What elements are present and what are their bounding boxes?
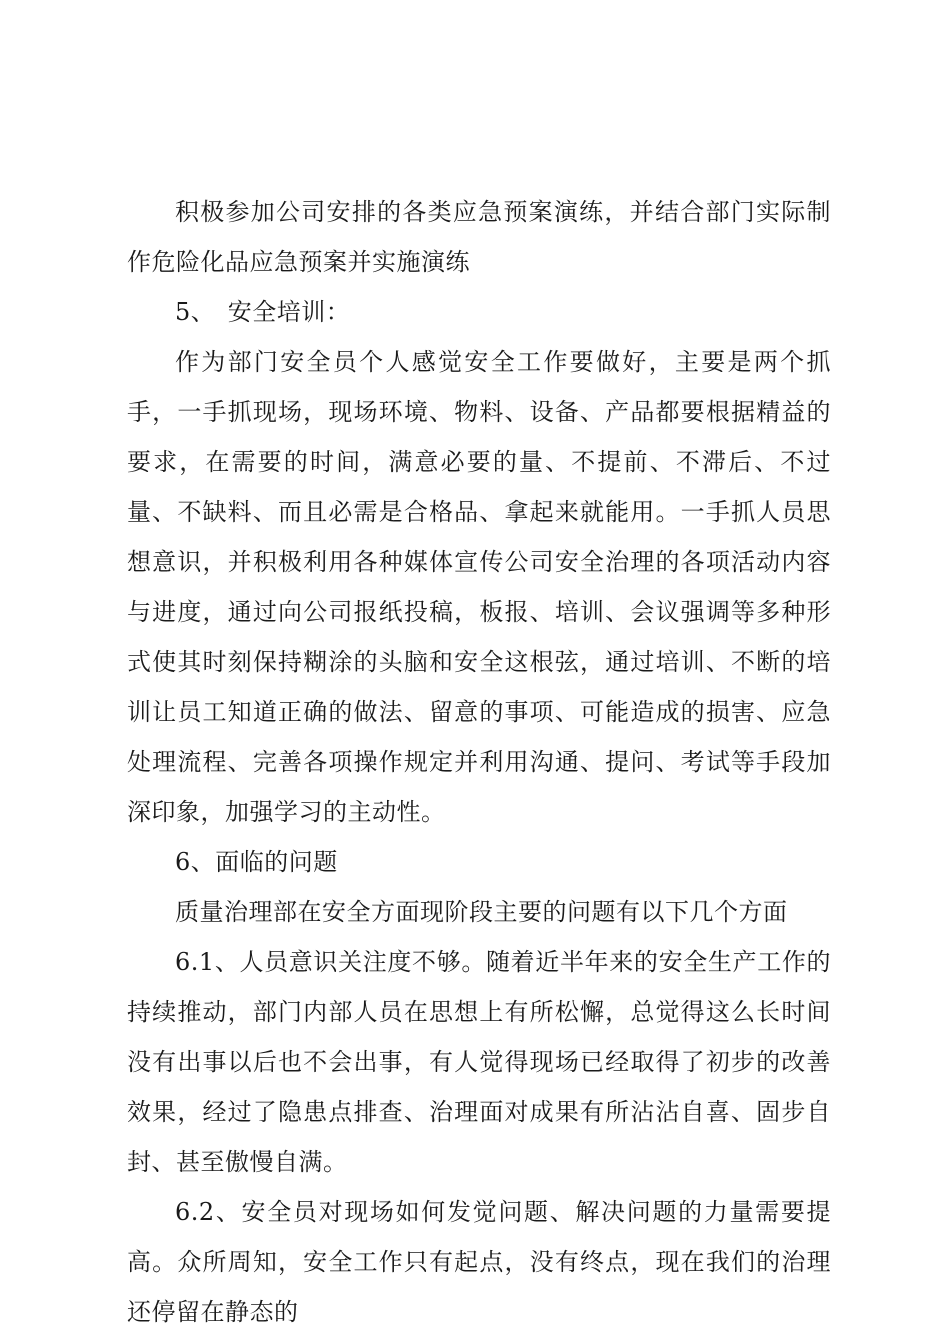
heading-safety-training: 5、 安全培训： [175, 298, 351, 326]
para-emergency-drill: 积极参加公司安排的各类应急预案演练，并结合部门实际制作危险化品应急预案并实施演练 [127, 198, 831, 276]
para-problems-intro: 质量治理部在安全方面现阶段主要的问题有以下几个方面 [175, 898, 788, 926]
heading-problems: 6、面临的问题 [175, 848, 338, 876]
para-problem-6-1: 6.1、人员意识关注度不够。随着近半年来的安全生产工作的持续推动，部门内部人员在思想上有所松懈，总觉得这么长时间没有出事以后也不会出事，有人觉得现场已经取得了初步的改善效果，经过了隐患点排查、治理面对成果有所沾沾自喜、固步自封、甚至傲慢自满。 [127, 948, 831, 1176]
document-body [127, 187, 831, 1337]
para-safety-officer: 作为部门安全员个人感觉安全工作要做好，主要是两个抓手，一手抓现场，现场环境、物料、设备、产品都要根据精益的要求，在需要的时间，满意必要的量、不提前、不滞后、不过量、不缺料、而且必需是合格品、拿起来就能用。一手抓人员思想意识，并积极利用各种媒体宣传公司安全治理的各项活动内容与进度，通过向公司报纸投稿，板报、培训、会议强调等多种形式使其时刻保持糊涂的头脑和安全这根弦，通过培训、不断的培训让员工知道正确的做法、留意的事项、可能造成的损害、应急处理流程、完善各项操作规定并利用沟通、提问、考试等手段加深印象，加强学习的主动性。 [127, 348, 831, 826]
para-problem-6-2: 6.2、安全员对现场如何发觉问题、解决问题的力量需要提高。众所周知，安全工作只有起点，没有终点，现在我们的治理还停留在静态的 [127, 1198, 831, 1326]
